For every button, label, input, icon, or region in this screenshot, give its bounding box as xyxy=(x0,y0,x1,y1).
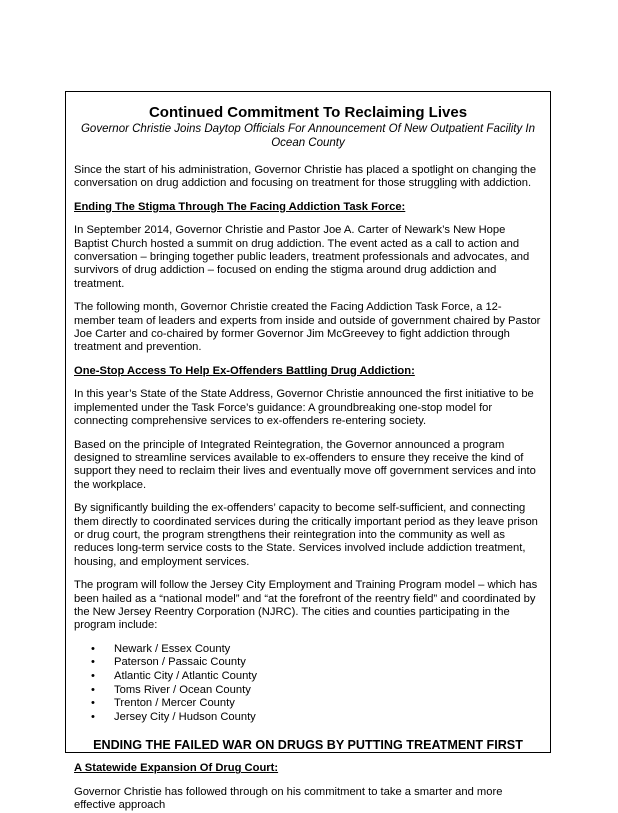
list-item: • Jersey City / Hudson County xyxy=(114,711,542,725)
paragraph-state-address: In this year’s State of the State Address, Governor Christie announced the first initiative to be implemented under the Task Force’s guidance: A groundbreaking one-stop model for connecting comprehensive services to ex-offenders re-entering society. xyxy=(74,388,534,428)
document-frame xyxy=(65,91,551,812)
section-heading-task-force: Ending The Stigma Through The Facing Addiction Task Force: xyxy=(74,200,406,213)
section-heading-one-stop: One-Stop Access To Help Ex-Offenders Battling Drug Addiction: xyxy=(74,364,415,377)
section-heading-war-on-drugs: ENDING THE FAILED WAR ON DRUGS BY PUTTING TREATMENT FIRST xyxy=(93,738,523,753)
list-item: • Newark / Essex County xyxy=(114,643,542,657)
county-list xyxy=(74,643,542,725)
list-item: • Paterson / Passaic County xyxy=(114,656,542,670)
document-title: Continued Commitment To Reclaiming Lives xyxy=(148,104,468,121)
document-subtitle: Governor Christie Joins Daytop Officials For Announcement Of New Outpatient Facility In Ocean County xyxy=(80,123,535,149)
paragraph-drug-court: Governor Christie has followed through on his commitment to take a smarter and more effective approach xyxy=(74,785,503,812)
paragraph-program-model: The program will follow the Jersey City Employment and Training Program model – which has been hailed as a “national model” and “at the forefront of the reentry field” and coordinated by the New Jersey Reentry Corporation (NJRC). The cities and counties participating in the program include: xyxy=(74,579,538,632)
list-item: • Trenton / Mercer County xyxy=(114,697,542,711)
paragraph-task-force: The following month, Governor Christie created the Facing Addiction Task Force, a 12-member team of leaders and experts from inside and outside of government chaired by Pastor Joe Carter and co-chaired by former Governor Jim McGreevey to fight addiction through treatment and prevention. xyxy=(74,301,541,354)
intro-paragraph: Since the start of his administration, Governor Christie has placed a spotlight on changing the conversation on drug addiction and focusing on treatment for those struggling with addiction. xyxy=(74,164,537,190)
list-item: • Atlantic City / Atlantic County xyxy=(114,670,542,684)
paragraph-reintegration: Based on the principle of Integrated Reintegration, the Governor announced a program designed to streamline services available to ex-offenders to ensure they receive the kind of support they need to reclaim their lives and eventually move off government services and into the workplace. xyxy=(74,438,536,491)
paragraph-self-sufficient: By significantly building the ex-offenders’ capacity to become self-sufficient, and connecting them directly to coordinated services during the critically important period as they leave prison or drug court, the program strengthens their reintegration into the community as well as reduces long-term service costs to the State. Services involved include addiction treatment, housing, and employment services. xyxy=(74,502,538,568)
list-item: • Toms River / Ocean County xyxy=(114,684,542,698)
section-heading-drug-court: A Statewide Expansion Of Drug Court: xyxy=(74,762,279,775)
paragraph-summit: In September 2014, Governor Christie and Pastor Joe A. Carter of Newark’s New Hope Baptist Church hosted a summit on drug addiction. The event acted as a call to action and conversation – bringing together public leaders, treatment professionals and advocates, and survivors of drug addiction – focused on ending the stigma around drug addiction and treatment. xyxy=(74,224,530,290)
